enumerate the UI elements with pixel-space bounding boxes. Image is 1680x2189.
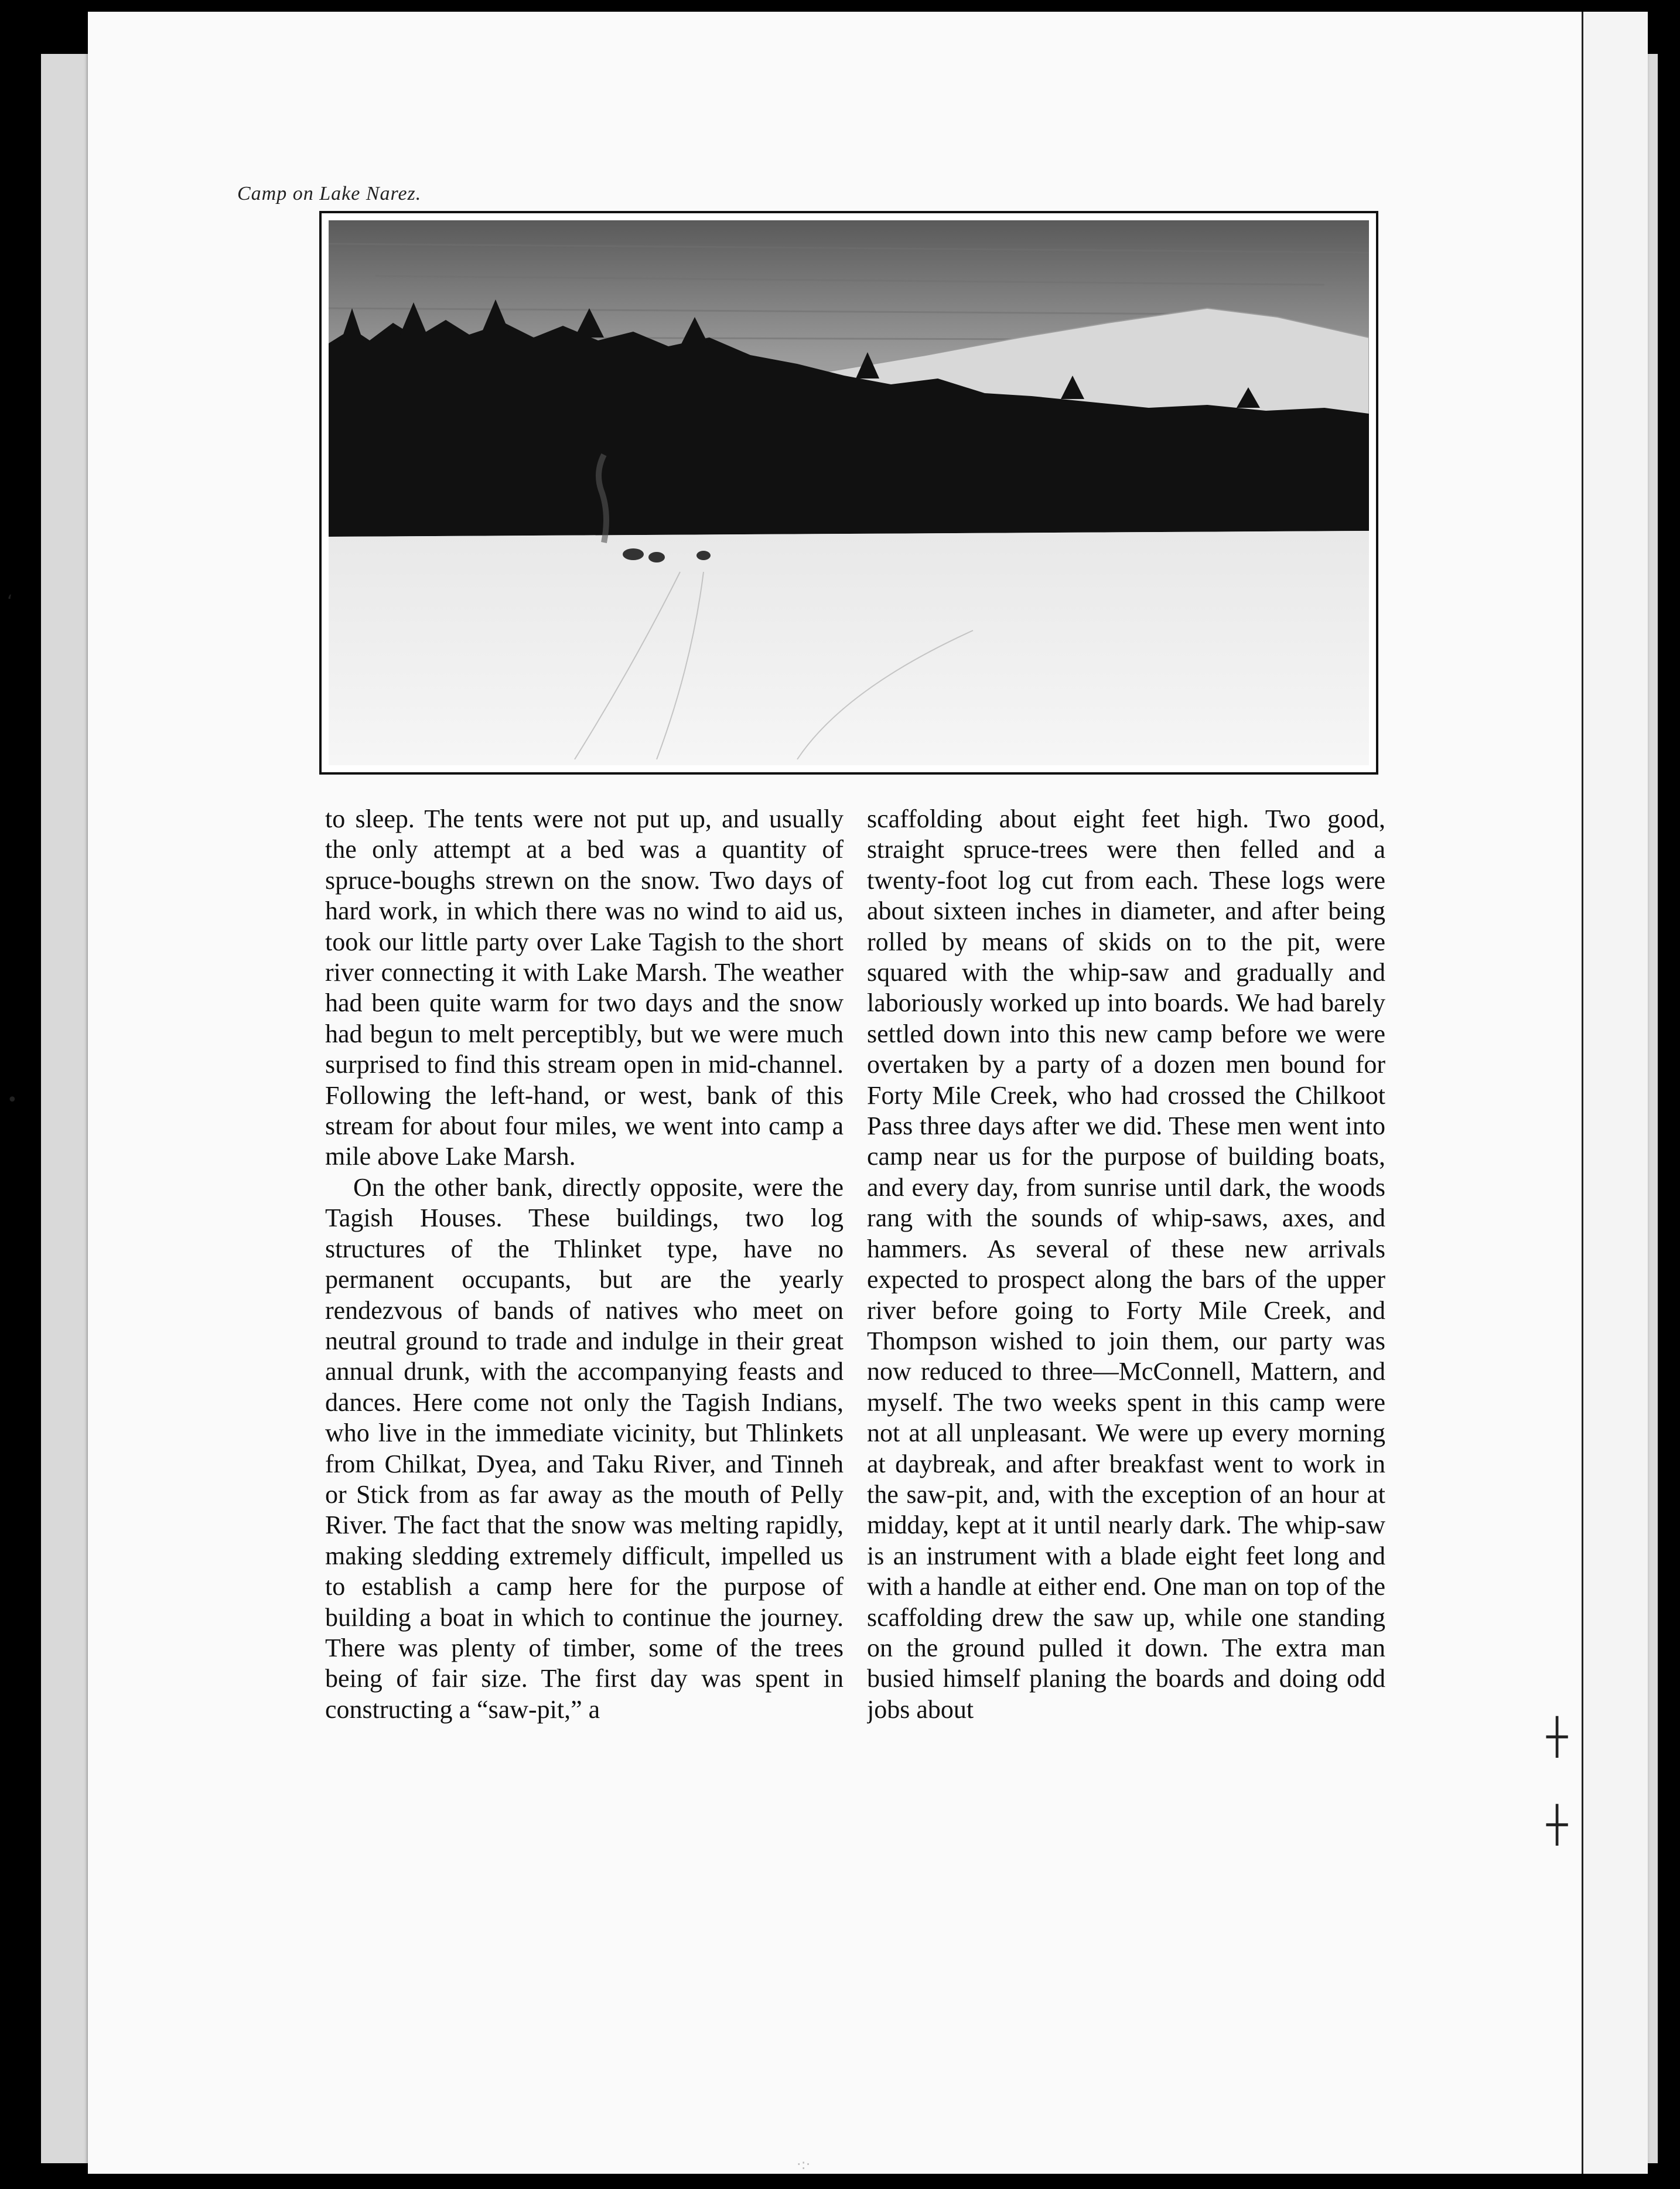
illustration-caption: Camp on Lake Narez. [237,183,422,204]
text-column-right [867,804,1385,1935]
paragraph: to sleep. The tents were not put up, and usually the only attempt at a bed was a quantity of spruce-boughs strewn on the snow. Two days of hard work, in which there was no wind to aid us, took our little party over Lake Tagish to the short river connecting it with Lake Marsh. The weather had been quite warm for two days and the snow had begun to melt perceptibly, but we were much surprised to find this stream open in mid-channel. Following the left-hand, or west, bank of this stream for about four miles, we went into camp a mile above Lake Marsh. [325,804,844,1171]
scan-artifact: ┼ [1546,1805,1568,1846]
scan-artifact: ┼ [1546,1717,1568,1758]
adjacent-page-edge [1582,12,1648,2174]
snow-field [329,531,1369,765]
text-column-left [325,804,844,1935]
scan-artifact: • [7,1090,18,1110]
paragraph: scaffolding about eight feet high. Two good, straight spruce-trees were then felled and a twenty-foot log cut from each. These logs were about sixteen inches in diameter, and after being rolled by means of skids on to the pit, were squared with the whip-saw and gradually and laboriously worked up into boards. We had barely settled down into this new camp before we were overtaken by a party of a dozen men bound for Forty Mile Creek, who had crossed the Chilkoot Pass three days after we did. These men went into camp near us for the purpose of building boats, and every day, from sunrise until dark, the woods rang with the sounds of whip-saws, axes, and hammers. As several of these new arrivals expected to prospect along the bars of the upper river before going to Forty Mile Creek, and Thompson wished to join them, our party was now reduced to three—McConnell, Mattern, and myself. The two weeks spent in this camp were not at all unpleasant. We were up every morning at daybreak, and after breakfast went to work in the saw-pit, and, with the exception of an hour at midday, kept at it until nearly dark. The whip-saw is an instrument with a blade eight feet long and with a handle at either end. One man on top of the scaffolding drew the saw up, while one standing on the ground pulled it down. The extra man busied himself planing the boards and doing odd jobs about [867,804,1385,1724]
paragraph: On the other bank, directly opposite, were the Tagish Houses. These buildings, two log structures of the Thlinket type, have no permanent occupants, but are the yearly rendezvous of bands of natives who meet on neutral ground to trade and indulge in their great annual drunk, with the accompanying feasts and dances. Here come not only the Tagish Indians, who live in the immediate vicinity, but Thlinkets from Chilkat, Dyea, and Taku River, and Tinneh or Stick from as far away as the mouth of Pelly River. The fact that the snow was melting rapidly, making sledding extremely difficult, impelled us to establish a camp here for the purpose of building a boat in which to continue the journey. There was plenty of timber, some of the trees being of fair size. The first day was spent in constructing a “saw-pit,” a [325,1172,844,1724]
scan-artifact: ·:· [797,2156,811,2173]
scan-artifact: ʻ [7,592,13,612]
camp-landscape-illustration [329,220,1369,765]
illustration-plate [319,211,1378,775]
